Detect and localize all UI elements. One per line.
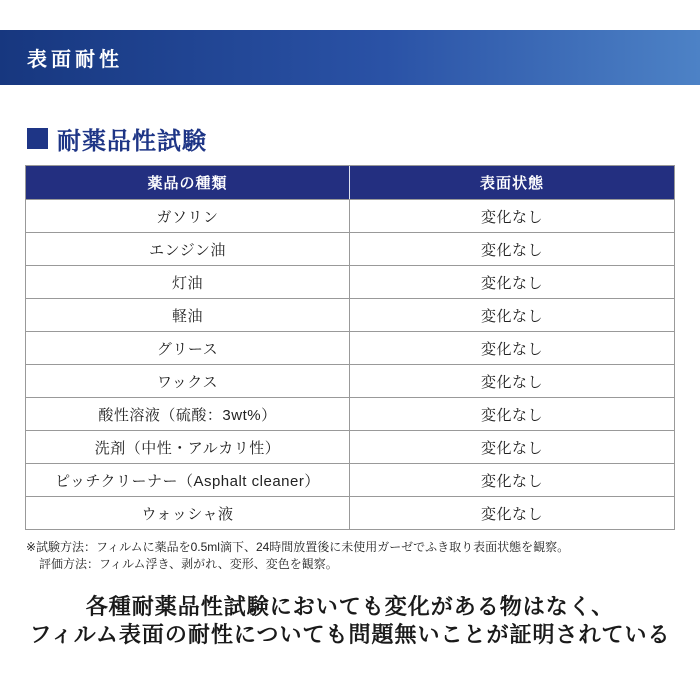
surface-state-cell: 変化なし [350, 496, 674, 529]
banner-title: 表面耐性 [27, 49, 123, 71]
surface-state-cell: 変化なし [350, 265, 674, 298]
chemical-name-cell: グリース [26, 331, 350, 364]
table-row [26, 199, 674, 232]
surface-state-cell: 変化なし [350, 364, 674, 397]
table-header-row [26, 166, 674, 199]
section-heading [27, 123, 700, 153]
surface-state-cell: 変化なし [350, 430, 674, 463]
page-header-banner [0, 30, 700, 85]
chemical-name-cell: ガソリン [26, 199, 350, 232]
surface-state-cell: 変化なし [350, 298, 674, 331]
square-bullet-icon [27, 128, 48, 149]
surface-state-cell: 変化なし [350, 463, 674, 496]
chemical-name-cell: 灯油 [26, 265, 350, 298]
surface-state-cell: 変化なし [350, 199, 674, 232]
footnote-test-method: ※試験方法：フィルムに薬品を0.5ml滴下、24時間放置後に未使用ガーゼでふき取り表面状態を観察。 [26, 540, 570, 554]
chemical-resistance-table [25, 165, 675, 530]
chemical-name-cell: ピッチクリーナー（Asphalt cleaner） [26, 463, 350, 496]
table-row [26, 463, 674, 496]
test-method-footnote [26, 539, 700, 573]
surface-state-cell: 変化なし [350, 397, 674, 430]
table-row [26, 265, 674, 298]
table-head [26, 166, 674, 199]
chemical-resistance-table-wrap [25, 165, 675, 530]
table-row [26, 430, 674, 463]
column-header-surface-state: 表面状態 [350, 166, 674, 199]
chemical-name-cell: ウォッシャ液 [26, 496, 350, 529]
conclusion-line-2: フィルム表面の耐性についても問題無いことが証明されている [29, 622, 671, 647]
table-row [26, 331, 674, 364]
table-row [26, 298, 674, 331]
table-row [26, 397, 674, 430]
column-header-chemical-type: 薬品の種類 [26, 166, 350, 199]
table-row [26, 232, 674, 265]
table-row [26, 496, 674, 529]
chemical-name-cell: 洗剤（中性・アルカリ性） [26, 430, 350, 463]
conclusion-line-1: 各種耐薬品性試験においても変化がある物はなく、 [85, 594, 615, 619]
section-title: 耐薬品性試験 [57, 127, 207, 155]
chemical-name-cell: 酸性溶液（硫酸：3wt%） [26, 397, 350, 430]
table-row [26, 364, 674, 397]
surface-state-cell: 変化なし [350, 331, 674, 364]
surface-state-cell: 変化なし [350, 232, 674, 265]
chemical-name-cell: エンジン油 [26, 232, 350, 265]
footnote-evaluation-method: 評価方法：フィルム浮き、剥がれ、変形、変色を観察。 [39, 557, 338, 571]
chemical-table-body [26, 199, 674, 529]
conclusion-text [0, 593, 700, 649]
chemical-name-cell: 軽油 [26, 298, 350, 331]
chemical-name-cell: ワックス [26, 364, 350, 397]
